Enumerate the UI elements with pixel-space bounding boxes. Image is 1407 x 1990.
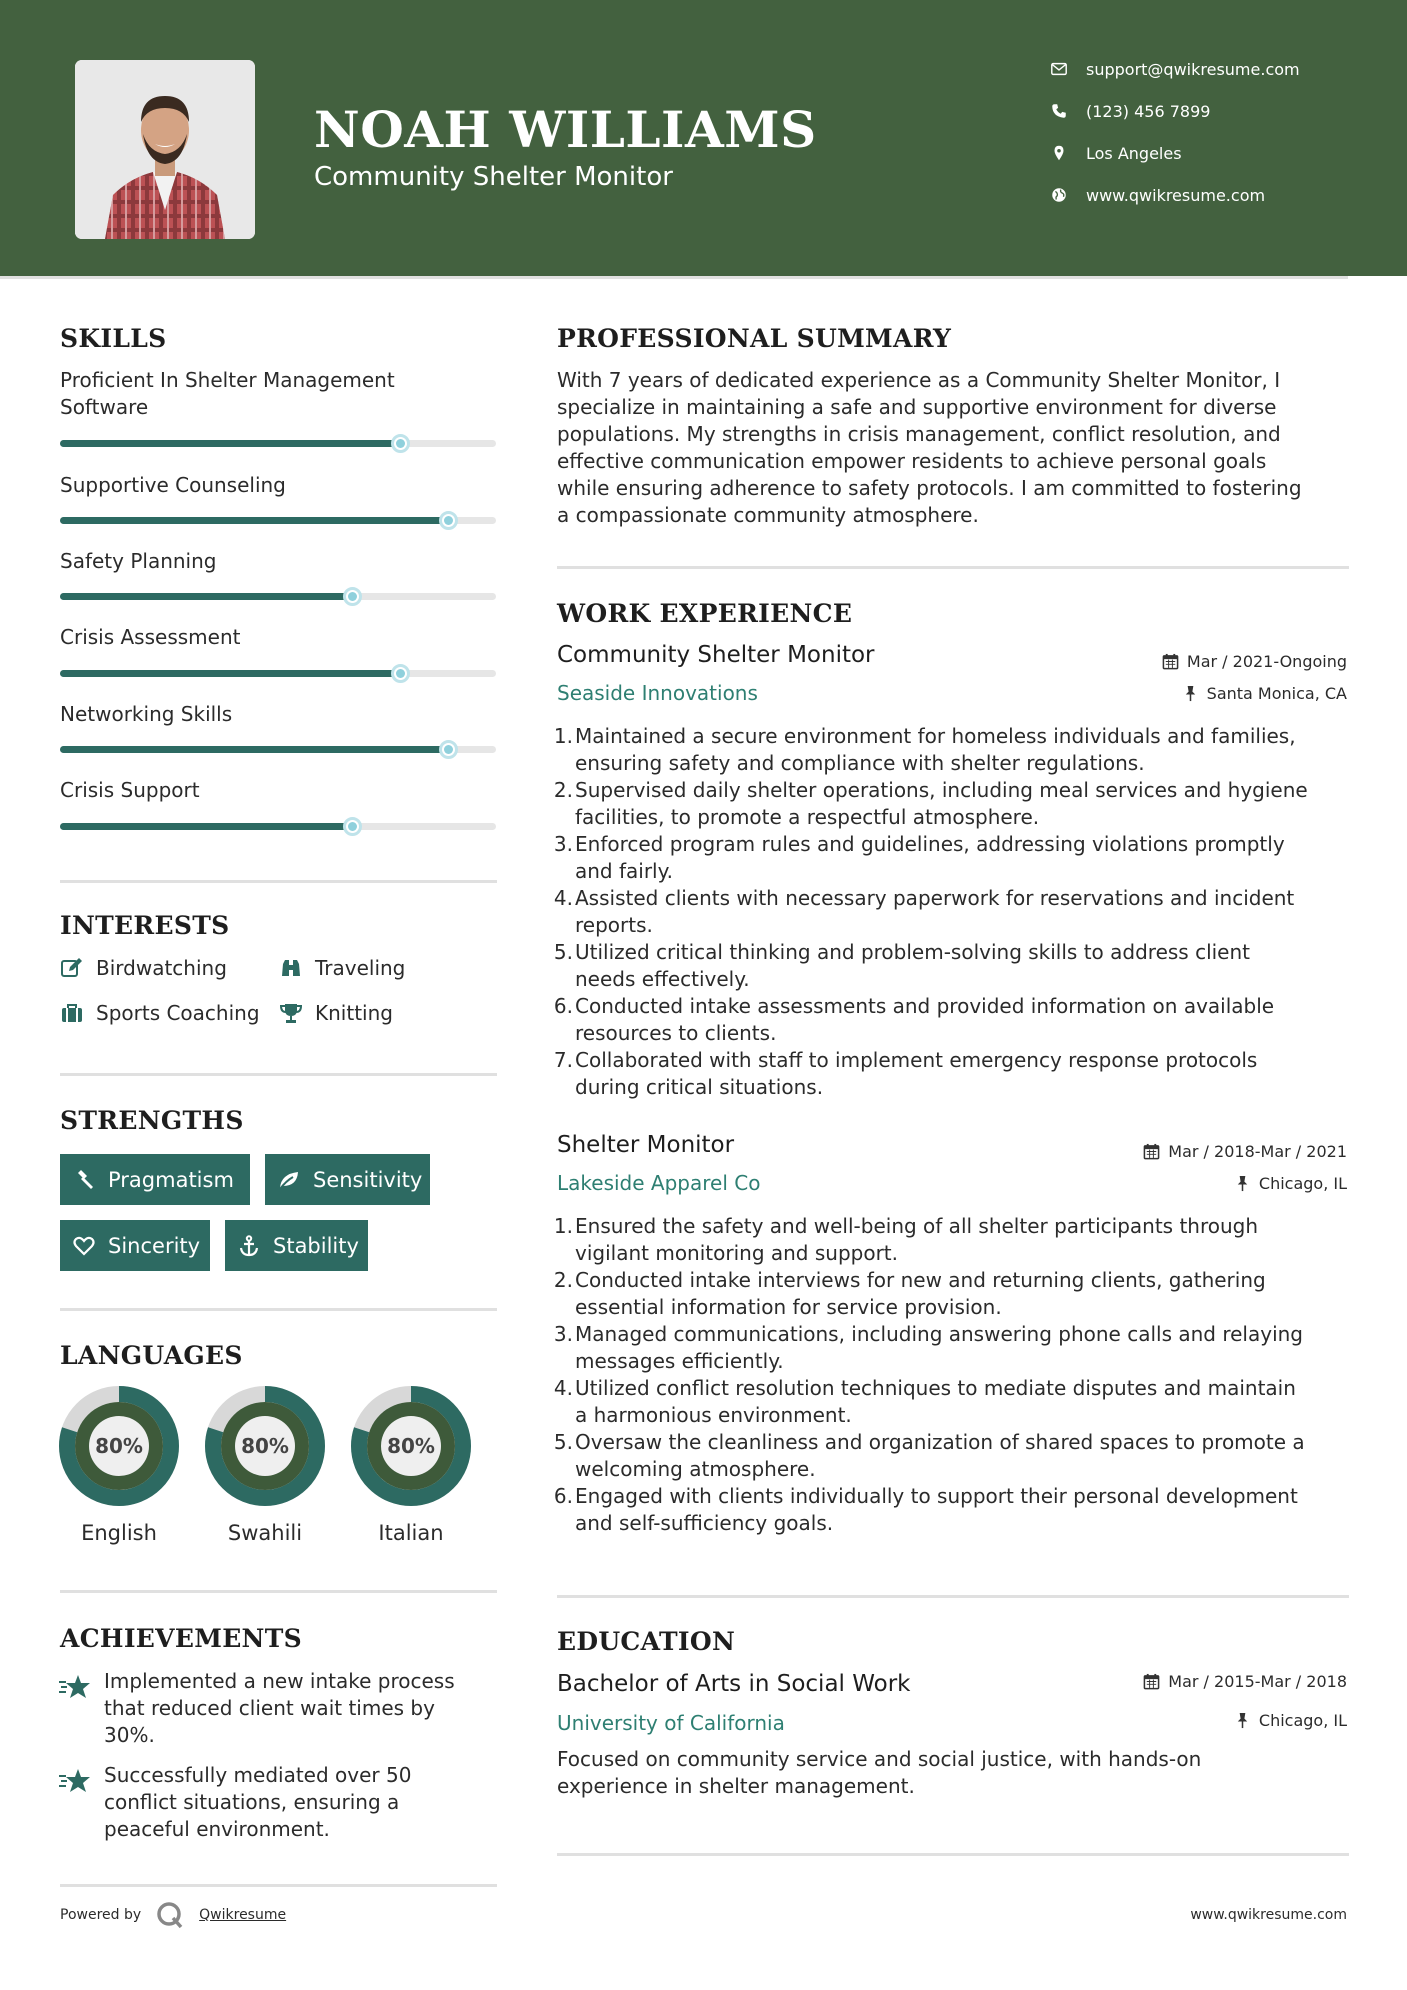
skill-bar-knob xyxy=(391,664,410,683)
star-icon xyxy=(58,1672,92,1702)
job-location xyxy=(1182,684,1347,703)
duty-item xyxy=(553,723,1352,777)
section-divider xyxy=(60,880,497,883)
skill-label: Networking Skills xyxy=(60,702,233,726)
skill-bar-knob xyxy=(343,817,362,836)
strength-tag xyxy=(60,1220,210,1271)
summary-text xyxy=(557,367,1357,529)
education-description xyxy=(557,1746,1357,1800)
trophy-icon xyxy=(279,1001,303,1025)
interest-label: Birdwatching xyxy=(96,956,227,980)
education-dates-text: Mar / 2015-Mar / 2018 xyxy=(1168,1672,1347,1691)
skill-bar-fill xyxy=(60,440,400,447)
duty-number: 7 . xyxy=(549,1047,573,1074)
footer-powered-by xyxy=(60,1900,286,1930)
duty-line: essential information for service provision. xyxy=(575,1295,1002,1319)
pushpin-icon xyxy=(1182,685,1199,702)
language-name: English xyxy=(81,1521,157,1545)
skill-bar-knob xyxy=(343,587,362,606)
calendar-icon xyxy=(1143,1143,1160,1160)
job-dates-text: Mar / 2018-Mar / 2021 xyxy=(1168,1142,1347,1161)
strengths-title: STRENGTHS xyxy=(60,1106,244,1135)
duty-number: 1 . xyxy=(549,723,573,750)
achievements-title: ACHIEVEMENTS xyxy=(60,1624,302,1653)
strength-label: Sensitivity xyxy=(313,1167,423,1192)
job-title: Community Shelter Monitor xyxy=(557,642,875,668)
duty-line: Maintained a secure environment for homeless individuals and families, xyxy=(575,724,1296,748)
section-divider xyxy=(557,1853,1349,1856)
language-ring xyxy=(350,1385,472,1507)
calendar-icon xyxy=(1162,653,1179,670)
interest-item xyxy=(60,956,227,980)
education-line: experience in shelter management. xyxy=(557,1774,915,1798)
skill-bar-fill xyxy=(60,746,448,753)
skill-bar-fill xyxy=(60,517,448,524)
pushpin-icon xyxy=(1234,1175,1251,1192)
skills-title: SKILLS xyxy=(60,324,167,353)
section-divider xyxy=(60,1590,497,1593)
skill-label: Supportive Counseling xyxy=(60,473,286,497)
candidate-role: Community Shelter Monitor xyxy=(314,162,673,192)
section-divider xyxy=(60,1884,497,1887)
globe-icon xyxy=(1050,186,1068,204)
duty-line: Conducted intake interviews for new and returning clients, gathering xyxy=(575,1268,1266,1292)
duty-line: reports. xyxy=(575,913,653,937)
skill-bar-fill xyxy=(60,670,400,677)
powered-by-text: Powered by xyxy=(60,1907,142,1923)
interest-item xyxy=(279,956,405,980)
language-percent: 80% xyxy=(241,1434,289,1458)
achievement-line: that reduced client wait times by xyxy=(104,1696,435,1720)
calendar-icon xyxy=(1143,1673,1160,1690)
skill-label-line: Proficient In Shelter Management xyxy=(60,368,395,392)
map-pin-icon xyxy=(1050,144,1068,162)
language-name: Swahili xyxy=(227,1521,303,1545)
summary-title: PROFESSIONAL SUMMARY xyxy=(557,324,952,353)
duty-line: vigilant monitoring and support. xyxy=(575,1241,898,1265)
duty-item xyxy=(553,1375,1352,1429)
gavel-icon xyxy=(72,1168,96,1192)
duty-line: Managed communications, including answering phone calls and relaying xyxy=(575,1322,1303,1346)
interest-item xyxy=(60,1001,260,1025)
interest-label: Sports Coaching xyxy=(96,1001,260,1025)
company-name[interactable]: Seaside Innovations xyxy=(557,681,758,705)
skill-bar-knob xyxy=(391,434,410,453)
duty-list xyxy=(553,1213,1352,1537)
duty-number: 3 . xyxy=(549,831,573,858)
duty-number: 5 . xyxy=(549,939,573,966)
duty-line: ensuring safety and compliance with shelter regulations. xyxy=(575,751,1145,775)
achievement-line: 30%. xyxy=(104,1723,155,1747)
achievement-item xyxy=(104,1668,504,1749)
education-line: Focused on community service and social justice, with hands-on xyxy=(557,1747,1202,1771)
duty-line: resources to clients. xyxy=(575,1021,777,1045)
skill-label xyxy=(60,367,500,421)
duty-line: Assisted clients with necessary paperwork for reservations and incident xyxy=(575,886,1295,910)
skill-label: Safety Planning xyxy=(60,549,217,573)
duty-line: Supervised daily shelter operations, including meal services and hygiene xyxy=(575,778,1308,802)
strength-tag xyxy=(225,1220,368,1271)
language-ring xyxy=(204,1385,326,1507)
section-divider xyxy=(557,1595,1349,1598)
qwikresume-link[interactable]: Qwikresume xyxy=(199,1907,287,1923)
summary-line: while ensuring adherence to safety protocols. I am committed to fostering xyxy=(557,476,1302,500)
summary-line: specialize in maintaining a safe and supportive environment for diverse xyxy=(557,395,1277,419)
company-name[interactable]: Lakeside Apparel Co xyxy=(557,1171,761,1195)
duty-number: 3 . xyxy=(549,1321,573,1348)
contact-phone[interactable] xyxy=(1050,99,1350,123)
contact-website[interactable] xyxy=(1050,183,1350,207)
job-dates-text: Mar / 2021-Ongoing xyxy=(1186,652,1347,671)
duty-item xyxy=(553,1483,1352,1537)
language-percent: 80% xyxy=(95,1434,143,1458)
language-ring xyxy=(58,1385,180,1507)
contact-email[interactable] xyxy=(1050,57,1350,81)
language-name: Italian xyxy=(378,1521,444,1545)
duty-line: Conducted intake assessments and provided information on available xyxy=(575,994,1275,1018)
phone-icon xyxy=(1050,102,1068,120)
summary-line: populations. My strengths in crisis management, conflict resolution, and xyxy=(557,422,1281,446)
contact-email-text: support@qwikresume.com xyxy=(1086,59,1300,79)
skill-bar-knob xyxy=(439,740,458,759)
job-title: Shelter Monitor xyxy=(557,1132,735,1158)
duty-number: 6 . xyxy=(549,1483,573,1510)
skill-bar-fill xyxy=(60,823,352,830)
interests-title: INTERESTS xyxy=(60,911,230,940)
duty-line: Ensured the safety and well-being of all shelter participants through xyxy=(575,1214,1259,1238)
education-location-text: Chicago, IL xyxy=(1258,1711,1347,1730)
duty-line: Oversaw the cleanliness and organization of shared spaces to promote a xyxy=(575,1430,1305,1454)
job-location-text: Santa Monica, CA xyxy=(1206,684,1347,703)
experience-title: WORK EXPERIENCE xyxy=(557,599,853,628)
skill-label-line: Software xyxy=(60,395,149,419)
duty-line: Collaborated with staff to implement emergency response protocols xyxy=(575,1048,1258,1072)
duty-number: 1 . xyxy=(549,1213,573,1240)
achievement-line: conflict situations, ensuring a xyxy=(104,1790,400,1814)
duty-line: Utilized critical thinking and problem-solving skills to address client xyxy=(575,940,1250,964)
interest-item xyxy=(279,1001,393,1025)
degree-title: Bachelor of Arts in Social Work xyxy=(557,1671,911,1697)
skill-bar xyxy=(60,746,496,753)
candidate-name: NOAH WILLIAMS xyxy=(314,100,817,159)
skill-bar xyxy=(60,593,496,600)
section-divider xyxy=(60,1073,497,1076)
duty-line: Utilized conflict resolution techniques to mediate disputes and maintain xyxy=(575,1376,1296,1400)
star-icon xyxy=(58,1766,92,1796)
profile-photo xyxy=(75,60,255,239)
job-dates xyxy=(1162,652,1347,671)
section-divider xyxy=(60,1308,497,1311)
duty-line: a harmonious environment. xyxy=(575,1403,852,1427)
duty-line: messages efficiently. xyxy=(575,1349,784,1373)
achievement-line: Successfully mediated over 50 xyxy=(104,1763,412,1787)
education-dates xyxy=(1143,1672,1347,1691)
job-dates xyxy=(1143,1142,1347,1161)
education-title: EDUCATION xyxy=(557,1627,736,1656)
strength-label: Pragmatism xyxy=(108,1167,234,1192)
duty-item xyxy=(553,777,1352,831)
contact-location-text: Los Angeles xyxy=(1086,143,1182,163)
skill-label: Crisis Support xyxy=(60,778,200,802)
job-location xyxy=(1234,1174,1347,1193)
heart-icon xyxy=(72,1234,96,1258)
duty-number: 5 . xyxy=(549,1429,573,1456)
skill-bar xyxy=(60,517,496,524)
achievement-line: Implemented a new intake process xyxy=(104,1669,455,1693)
achievement-line: peaceful environment. xyxy=(104,1817,330,1841)
header-divider xyxy=(0,276,1348,279)
duty-item xyxy=(553,939,1352,993)
duty-number: 2 . xyxy=(549,777,573,804)
binoculars-icon xyxy=(279,956,303,980)
interest-label: Traveling xyxy=(315,956,406,980)
duty-item xyxy=(553,1213,1352,1267)
skill-bar xyxy=(60,440,496,447)
edit-icon xyxy=(60,956,84,980)
section-divider xyxy=(557,566,1349,569)
duty-number: 4 . xyxy=(549,1375,573,1402)
briefcase-icon xyxy=(60,1001,84,1025)
duty-line: welcoming atmosphere. xyxy=(575,1457,816,1481)
duty-item xyxy=(553,831,1352,885)
duty-item xyxy=(553,1047,1352,1101)
strength-label: Stability xyxy=(273,1233,359,1258)
envelope-icon xyxy=(1050,60,1068,78)
contact-location xyxy=(1050,141,1350,165)
pushpin-icon xyxy=(1234,1712,1251,1729)
footer-website[interactable]: www.qwikresume.com xyxy=(1190,1907,1347,1923)
duty-item xyxy=(553,993,1352,1047)
duty-line: and fairly. xyxy=(575,859,673,883)
duty-item xyxy=(553,1267,1352,1321)
summary-line: With 7 years of dedicated experience as a Community Shelter Monitor, I xyxy=(557,368,1281,392)
resume-header xyxy=(0,0,1407,276)
strength-tag xyxy=(60,1154,250,1205)
duty-line: Enforced program rules and guidelines, addressing violations promptly xyxy=(575,832,1285,856)
strength-label: Sincerity xyxy=(108,1233,201,1258)
duty-number: 4 . xyxy=(549,885,573,912)
languages-title: LANGUAGES xyxy=(60,1341,243,1370)
duty-line: facilities, to promote a respectful atmosphere. xyxy=(575,805,1040,829)
job-location-text: Chicago, IL xyxy=(1258,1174,1347,1193)
skill-label: Crisis Assessment xyxy=(60,625,241,649)
qwikresume-logo-icon xyxy=(155,1900,185,1930)
skill-bar-fill xyxy=(60,593,352,600)
duty-line: during critical situations. xyxy=(575,1075,824,1099)
duty-line: needs effectively. xyxy=(575,967,750,991)
duty-item xyxy=(553,885,1352,939)
duty-item xyxy=(553,1321,1352,1375)
contact-website-text: www.qwikresume.com xyxy=(1086,185,1266,205)
leaf-icon xyxy=(277,1168,301,1192)
education-location xyxy=(1234,1711,1347,1730)
anchor-icon xyxy=(237,1234,261,1258)
duty-item xyxy=(553,1429,1352,1483)
strength-tag xyxy=(265,1154,430,1205)
skill-bar-knob xyxy=(439,511,458,530)
skill-bar xyxy=(60,823,496,830)
duty-number: 6 . xyxy=(549,993,573,1020)
school-name[interactable]: University of California xyxy=(557,1711,785,1735)
duty-number: 2 . xyxy=(549,1267,573,1294)
achievement-item xyxy=(104,1762,504,1843)
duty-line: and self-sufficiency goals. xyxy=(575,1511,834,1535)
summary-line: effective communication empower residents to achieve personal goals xyxy=(557,449,1267,473)
skill-bar xyxy=(60,670,496,677)
duty-list xyxy=(553,723,1352,1101)
contact-phone-text: (123) 456 7899 xyxy=(1086,101,1211,121)
language-percent: 80% xyxy=(387,1434,435,1458)
interest-label: Knitting xyxy=(315,1001,393,1025)
summary-line: a compassionate community atmosphere. xyxy=(557,503,979,527)
duty-line: Engaged with clients individually to support their personal development xyxy=(575,1484,1298,1508)
